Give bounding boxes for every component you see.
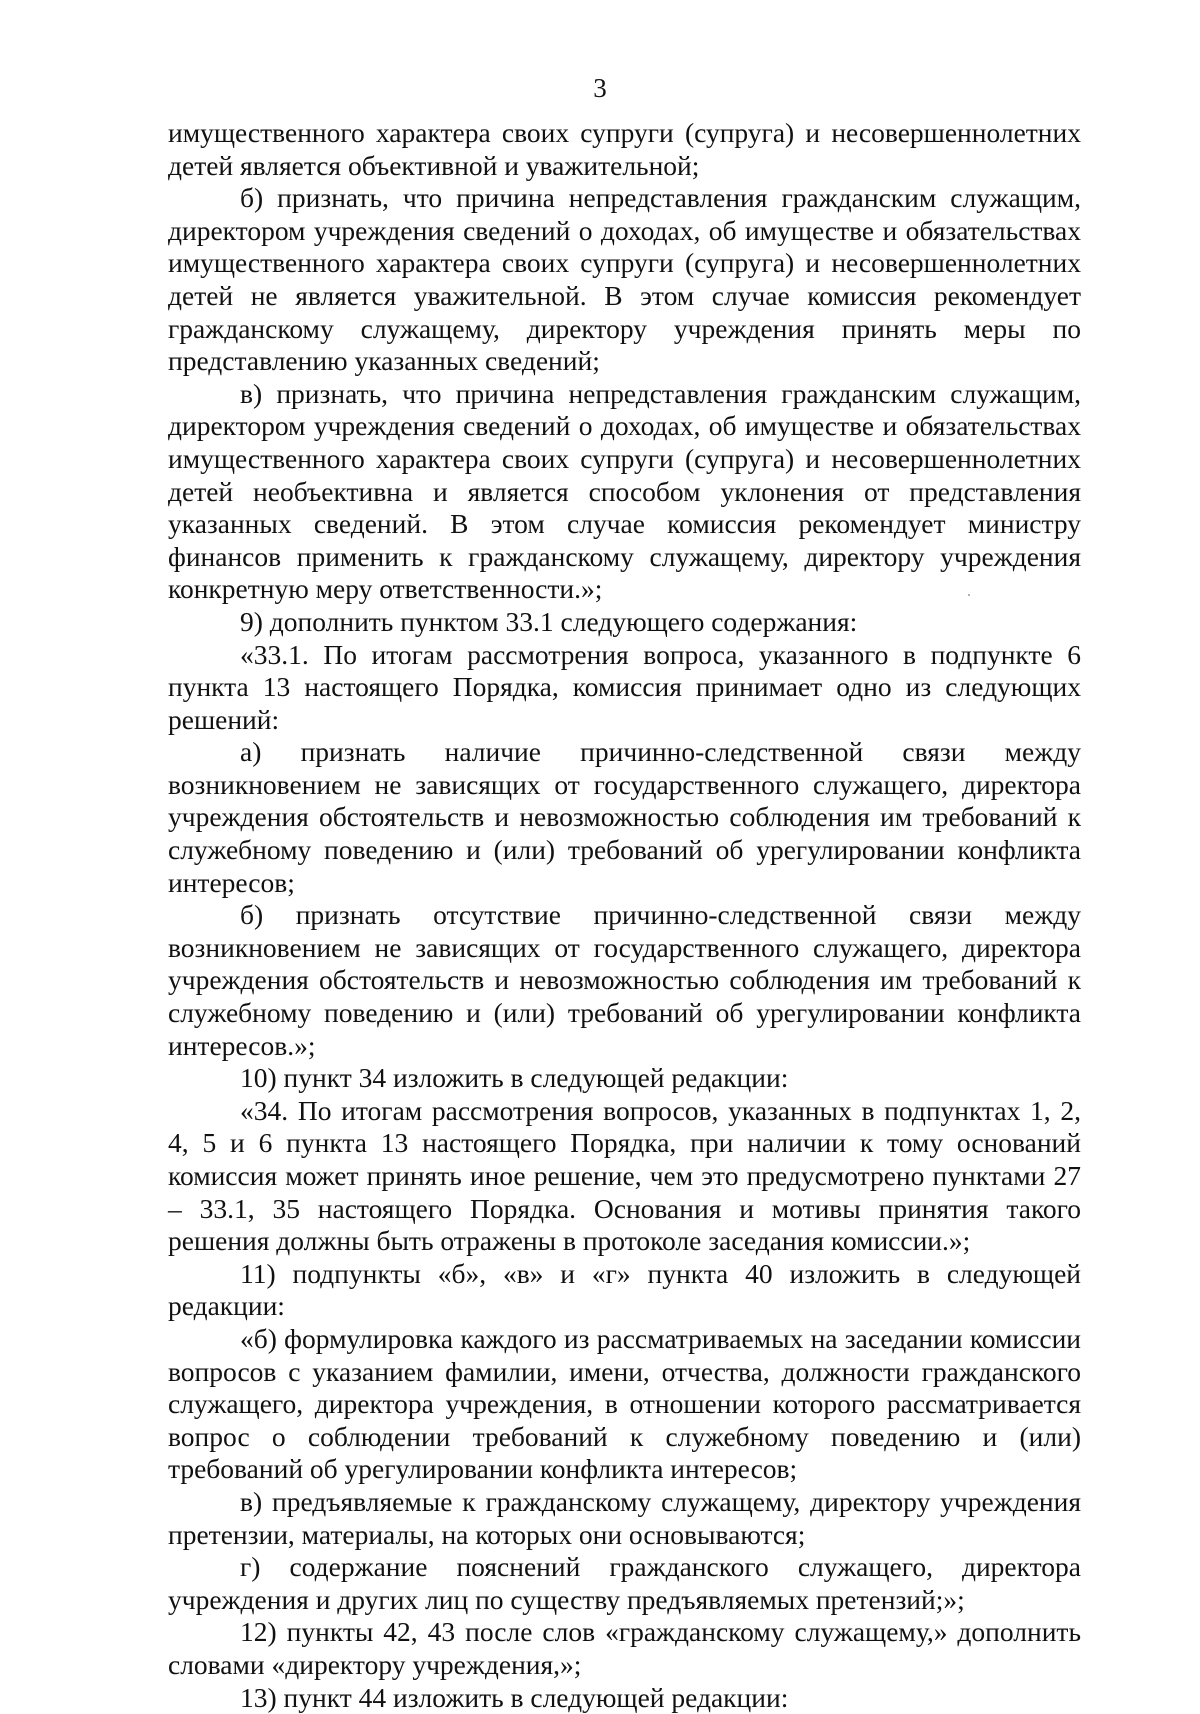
document-body [168, 117, 1081, 1714]
paragraph-amendment-13: 13) пункт 44 изложить в следующей редакции: [168, 1682, 1081, 1714]
paragraph-clause-40-g: г) содержание пояснений гражданского служащего, директора учреждения и других лиц по существу предъявляемых претензий;»; [168, 1551, 1081, 1616]
paragraph-amendment-9: 9) дополнить пунктом 33.1 следующего содержания: [168, 606, 1081, 639]
paragraph-item-b: б) признать, что причина непредставления гражданским служащим, директором учреждения сведений о доходах, об имуществе и обязательствах имущественного характера своих супруги (супруга) и несовершеннолетних детей не является уважительной. В этом случае комиссия рекомендует гражданскому служащему, директору учреждения принять меры по представлению указанных сведений; [168, 182, 1081, 378]
paragraph-clause-33-1: «33.1. По итогам рассмотрения вопроса, указанного в подпункте 6 пункта 13 настоящего Порядка, комиссия принимает одно из следующих решений: [168, 639, 1081, 737]
paragraph-clause-34: «34. По итогам рассмотрения вопросов, указанных в подпунктах 1, 2, 4, 5 и 6 пункта 13 настоящего Порядка, при наличии к тому оснований комиссия может принять иное решение, чем это предусмотрено пунктами 27 – 33.1, 35 настоящего Порядка. Основания и мотивы принятия такого решения должны быть отражены в протоколе заседания комиссии.»; [168, 1095, 1081, 1258]
scan-speck [968, 594, 970, 596]
page-number: 3 [0, 72, 1200, 104]
paragraph-clause-40-b: «б) формулировка каждого из рассматриваемых на заседании комиссии вопросов с указанием фамилии, имени, отчества, должности гражданского служащего, директора учреждения, в отношении которого рассматривается вопрос о соблюдении требований к служебному поведению и (или) требований об урегулировании конфликта интересов; [168, 1323, 1081, 1486]
paragraph-clause-40-v: в) предъявляемые к гражданскому служащему, директору учреждения претензии, материалы, на которых они основываются; [168, 1486, 1081, 1551]
paragraph-clause-33-1-a: а) признать наличие причинно-следственной связи между возникновением не зависящих от государственного служащего, директора учреждения обстоятельств и невозможностью соблюдения им требований к служебному поведению и (или) требований об урегулировании конфликта интересов; [168, 736, 1081, 899]
paragraph-clause-33-1-b: б) признать отсутствие причинно-следственной связи между возникновением не зависящих от государственного служащего, директора учреждения обстоятельств и невозможностью соблюдения им требований к служебному поведению и (или) требований об урегулировании конфликта интересов.»; [168, 899, 1081, 1062]
paragraph-amendment-12: 12) пункты 42, 43 после слов «гражданскому служащему,» дополнить словами «директору учреждения,»; [168, 1616, 1081, 1681]
paragraph-item-v: в) признать, что причина непредставления гражданским служащим, директором учреждения сведений о доходах, об имуществе и обязательствах имущественного характера своих супруги (супруга) и несовершеннолетних детей необъективна и является способом уклонения от представления указанных сведений. В этом случае комиссия рекомендует министру финансов применить к гражданскому служащему, директору учреждения конкретную меру ответственности.»; [168, 378, 1081, 606]
paragraph-amendment-10: 10) пункт 34 изложить в следующей редакции: [168, 1062, 1081, 1095]
paragraph-continuation: имущественного характера своих супруги (супруга) и несовершеннолетних детей является объективной и уважительной; [168, 117, 1081, 182]
paragraph-amendment-11: 11) подпункты «б», «в» и «г» пункта 40 изложить в следующей редакции: [168, 1258, 1081, 1323]
